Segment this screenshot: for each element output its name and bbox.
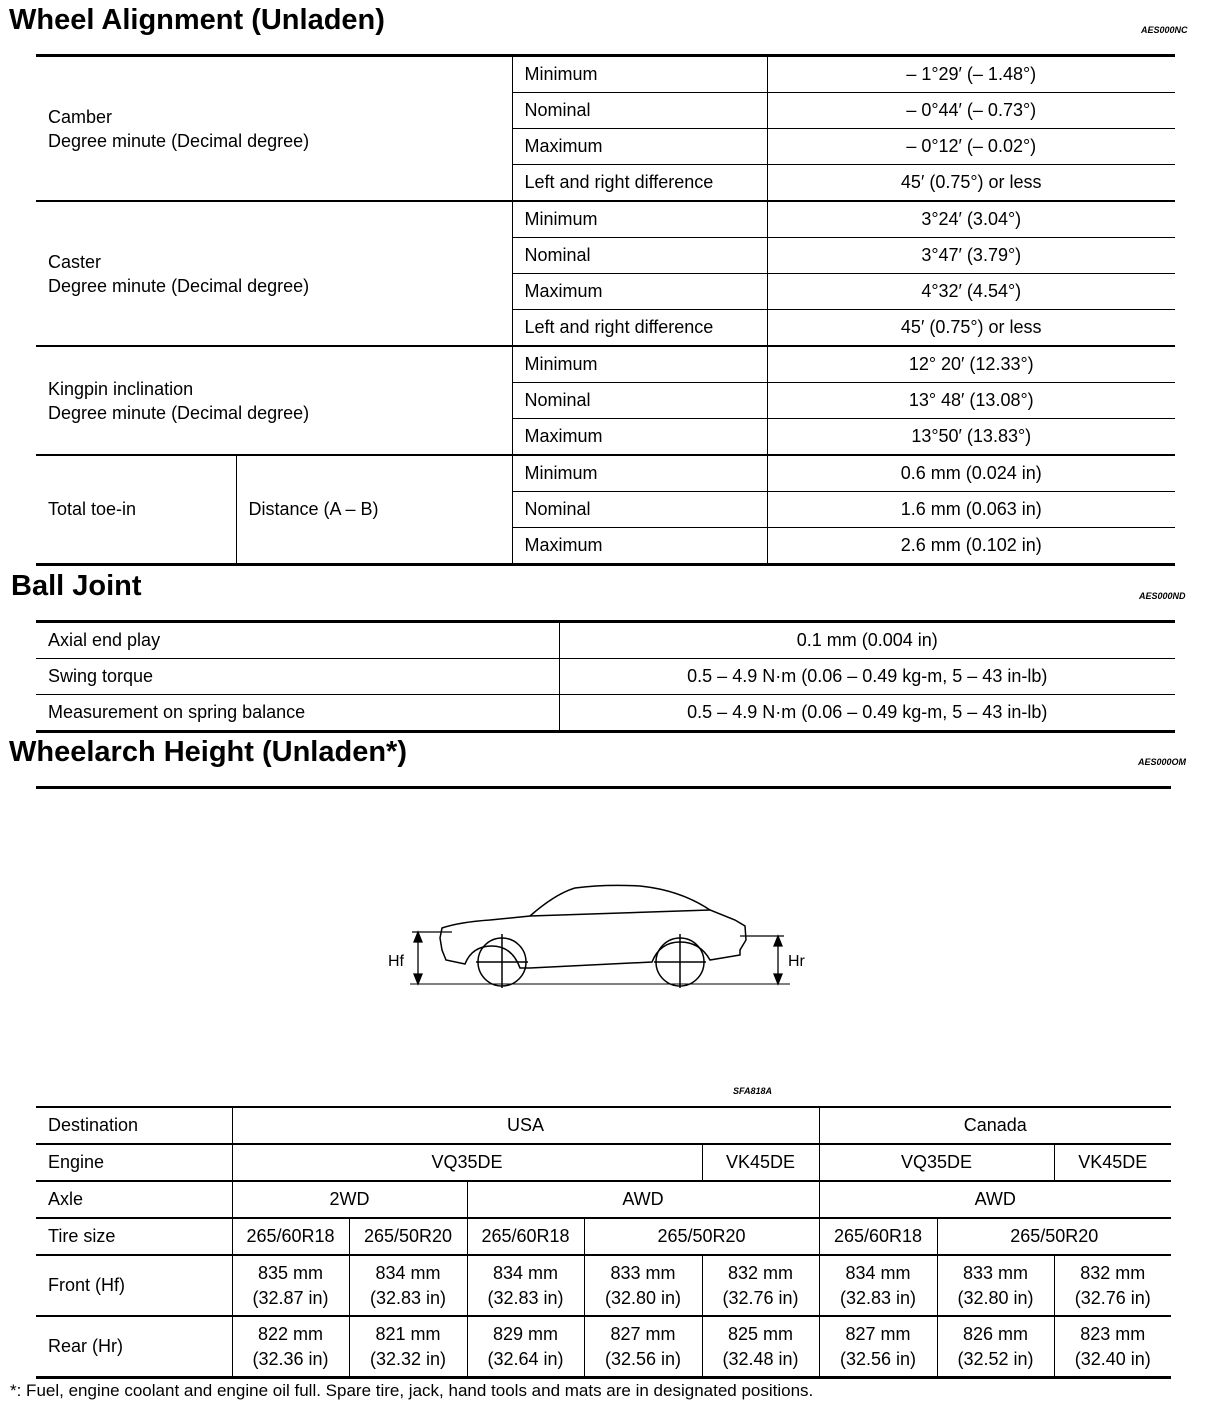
caster-min-value: 3°24′ (3.04°) [767, 201, 1175, 238]
toe-nom-label: Nominal [512, 492, 767, 528]
rear-height-cell: 829 mm (32.64 in) [467, 1316, 584, 1378]
toe-in-label: Total toe-in [48, 499, 137, 519]
destination-label: Destination [36, 1107, 232, 1144]
spring-balance-label: Measurement on spring balance [48, 702, 306, 722]
front-height-cell: 834 mm (32.83 in) [349, 1255, 467, 1316]
tire-size-cell: 265/50R20 [349, 1218, 467, 1255]
tire-size-cell: 265/60R18 [232, 1218, 349, 1255]
hf-label: Hf [388, 953, 404, 970]
toe-max-label: Maximum [512, 528, 767, 565]
wheelarch-code: AES000OM [1138, 757, 1187, 767]
car-body-outline [440, 885, 746, 968]
camber-max-label: Maximum [512, 129, 767, 165]
camber-nom-label: Nominal [512, 93, 767, 129]
front-height-cell: 832 mm (32.76 in) [1054, 1255, 1171, 1316]
toe-min-label: Minimum [512, 455, 767, 492]
tire-size-cell: 265/60R18 [467, 1218, 584, 1255]
engine-usa-vq35de: VQ35DE [232, 1144, 702, 1181]
ball-joint-code: AES000ND [1139, 591, 1186, 601]
toe-in-sublabel: Distance (A – B) [236, 455, 512, 565]
tire-size-cell: 265/50R20 [584, 1218, 819, 1255]
camber-label: Camber Degree minute (Decimal degree) [36, 56, 512, 202]
kingpin-min-value: 12° 20′ (12.33°) [767, 346, 1175, 383]
caster-max-label: Maximum [512, 274, 767, 310]
wheel-alignment-table [36, 54, 1175, 566]
kingpin-nom-value: 13° 48′ (13.08°) [767, 383, 1175, 419]
engine-label: Engine [36, 1144, 232, 1181]
front-height-cell: 832 mm (32.76 in) [702, 1255, 819, 1316]
tire-size-label: Tire size [36, 1218, 232, 1255]
axle-usa-awd: AWD [467, 1181, 819, 1218]
caster-label: Caster Degree minute (Decimal degree) [36, 201, 512, 346]
front-hf-label: Front (Hf) [36, 1255, 232, 1316]
camber-diff-value: 45′ (0.75°) or less [767, 165, 1175, 202]
engine-usa-vk45de: VK45DE [702, 1144, 819, 1181]
front-height-cell: 835 mm (32.87 in) [232, 1255, 349, 1316]
tire-size-cell: 265/50R20 [937, 1218, 1171, 1255]
rear-height-cell: 826 mm (32.52 in) [937, 1316, 1054, 1378]
rear-height-cell: 825 mm (32.48 in) [702, 1316, 819, 1378]
engine-canada-vq35de: VQ35DE [819, 1144, 1054, 1181]
wheel-alignment-title: Wheel Alignment (Unladen) [9, 4, 385, 36]
ball-joint-table [36, 620, 1175, 733]
camber-min-value: – 1°29′ (– 1.48°) [767, 56, 1175, 93]
car-side-diagram [380, 880, 820, 990]
kingpin-max-label: Maximum [512, 419, 767, 456]
kingpin-max-value: 13°50′ (13.83°) [767, 419, 1175, 456]
front-height-cell: 834 mm (32.83 in) [467, 1255, 584, 1316]
axle-canada-awd: AWD [819, 1181, 1171, 1218]
axial-end-play-label: Axial end play [36, 622, 559, 659]
front-height-cell: 833 mm (32.80 in) [937, 1255, 1054, 1316]
kingpin-label: Kingpin inclination Degree minute (Decimal degree) [36, 346, 512, 455]
rear-height-cell: 822 mm (32.36 in) [232, 1316, 349, 1378]
wheelarch-title: Wheelarch Height (Unladen*) [9, 736, 407, 768]
wheelarch-table [36, 1106, 1171, 1379]
wheel-alignment-code: AES000NC [1141, 25, 1188, 35]
front-height-cell: 833 mm (32.80 in) [584, 1255, 702, 1316]
axle-usa-2wd: 2WD [232, 1181, 467, 1218]
caster-min-label: Minimum [512, 201, 767, 238]
hr-label: Hr [788, 953, 805, 970]
kingpin-min-label: Minimum [512, 346, 767, 383]
destination-usa: USA [232, 1107, 819, 1144]
destination-canada: Canada [819, 1107, 1171, 1144]
kingpin-nom-label: Nominal [512, 383, 767, 419]
camber-min-label: Minimum [512, 56, 767, 93]
toe-nom-value: 1.6 mm (0.063 in) [767, 492, 1175, 528]
toe-min-value: 0.6 mm (0.024 in) [767, 455, 1175, 492]
camber-max-value: – 0°12′ (– 0.02°) [767, 129, 1175, 165]
engine-canada-vk45de: VK45DE [1054, 1144, 1171, 1181]
figure-code: SFA818A [733, 1086, 773, 1096]
rear-hr-label: Rear (Hr) [48, 1336, 123, 1356]
rear-height-cell: 827 mm (32.56 in) [819, 1316, 937, 1378]
rear-wheel [654, 934, 706, 988]
swing-torque-value: 0.5 – 4.9 N·m (0.06 – 0.49 kg-m, 5 – 43 in-lb) [559, 659, 1175, 695]
swing-torque-label: Swing torque [36, 659, 559, 695]
rear-height-cell: 827 mm (32.56 in) [584, 1316, 702, 1378]
axle-label: Axle [36, 1181, 232, 1218]
footnote: *: Fuel, engine coolant and engine oil full. Spare tire, jack, hand tools and mats are in designated positions. [10, 1381, 814, 1400]
tire-size-cell: 265/60R18 [819, 1218, 937, 1255]
caster-diff-value: 45′ (0.75°) or less [767, 310, 1175, 347]
caster-nom-value: 3°47′ (3.79°) [767, 238, 1175, 274]
caster-diff-label: Left and right difference [512, 310, 767, 347]
rear-height-cell: 823 mm (32.40 in) [1054, 1316, 1171, 1378]
camber-diff-label: Left and right difference [512, 165, 767, 202]
wheelarch-divider [36, 786, 1171, 789]
front-wheel [476, 934, 528, 988]
toe-max-value: 2.6 mm (0.102 in) [767, 528, 1175, 565]
ball-joint-title: Ball Joint [11, 570, 142, 602]
rear-height-cell: 821 mm (32.32 in) [349, 1316, 467, 1378]
spring-balance-value: 0.5 – 4.9 N·m (0.06 – 0.49 kg-m, 5 – 43 in-lb) [559, 695, 1175, 732]
axial-end-play-value: 0.1 mm (0.004 in) [559, 622, 1175, 659]
caster-max-value: 4°32′ (4.54°) [767, 274, 1175, 310]
caster-nom-label: Nominal [512, 238, 767, 274]
front-height-cell: 834 mm (32.83 in) [819, 1255, 937, 1316]
camber-nom-value: – 0°44′ (– 0.73°) [767, 93, 1175, 129]
hr-dimension-arrow [740, 936, 784, 984]
